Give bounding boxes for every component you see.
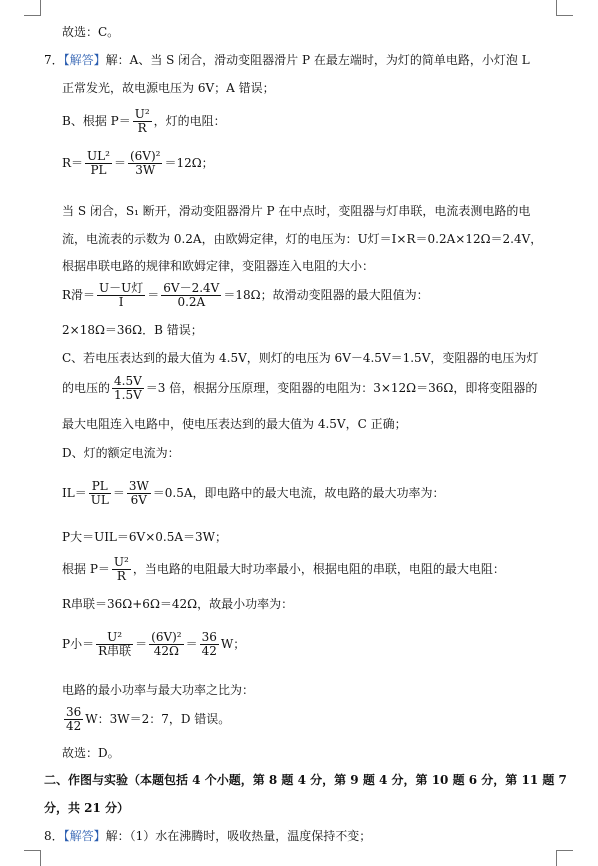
text: B、根据 P＝ (62, 114, 131, 128)
fraction (85, 150, 112, 177)
crop-mark-bottom-left-h (24, 850, 40, 851)
crop-mark-top-left (40, 0, 41, 16)
denominator: 0.2A (177, 295, 206, 309)
text: 解：A、当 S 闭合，滑动变阻器滑片 P 在最左端时，为灯的简单电路，小灯泡 L (105, 53, 530, 67)
denominator: 1.5V (114, 388, 142, 402)
numerator: U² (134, 107, 150, 121)
text-line: 根据串联电路的规律和欧姆定律，变阻器连入电阻的大小： (62, 259, 375, 273)
numerator: 36 (66, 705, 82, 719)
text: ＝18Ω；故滑动变阻器的最大阻值为： (223, 288, 429, 302)
text: R＝ (62, 156, 84, 170)
fraction (133, 108, 152, 135)
denominator: 42 (66, 719, 82, 733)
text-line: R串联＝36Ω+6Ω＝42Ω，故最小功率为： (62, 597, 294, 611)
fraction (64, 706, 83, 733)
numerator: (6V)² (129, 149, 161, 163)
text-line: P大＝UIL＝6V×0.5A＝3W； (62, 530, 227, 544)
fraction (200, 631, 219, 658)
text: R滑＝ (62, 288, 96, 302)
numerator: 4.5V (114, 374, 142, 388)
denominator: UL (90, 493, 109, 507)
text: ＝0.5A，即电路中的最大电流，故电路的最大功率为： (152, 486, 445, 500)
formula-line (62, 478, 558, 508)
crop-mark-bottom-left (40, 850, 41, 866)
numerator: UL² (87, 149, 110, 163)
fraction (112, 556, 131, 583)
denominator: 3W (135, 163, 156, 177)
denominator: I (118, 295, 124, 309)
fraction (127, 480, 151, 507)
text: ，灯的电阻： (153, 114, 226, 128)
text: 的电压的 (62, 381, 111, 395)
text-line: 最大电阻连入电路中，使电压表达到的最大值为 4.5V，C 正确； (62, 417, 407, 431)
fraction (89, 480, 111, 507)
text: ＝ (185, 637, 198, 651)
formula-line (62, 148, 558, 178)
crop-mark-top-left-h (24, 15, 40, 16)
question-number: 7． (44, 53, 64, 67)
text: 根据 P＝ (62, 562, 110, 576)
answer-line: 故选：C。 (62, 25, 120, 39)
text-line: 电路的最小功率与最大功率之比为： (62, 683, 255, 697)
answer-tag: 【解答】 (63, 53, 106, 67)
text-line: 2×18Ω＝36Ω．B 错误； (62, 323, 203, 337)
fraction (149, 631, 183, 658)
numerator: U² (113, 555, 129, 569)
section-heading: 二、作图与实验（本题包括 4 个小题，第 8 题 4 分，第 9 题 4 分，第 10 题 6 分，第 11 题 7 (44, 773, 567, 787)
denominator: 42Ω (153, 644, 179, 658)
denominator: R (137, 121, 147, 135)
text: ＝ (113, 156, 126, 170)
formula-line (62, 554, 558, 584)
section-heading-cont: 分，共 21 分） (44, 801, 130, 815)
fraction (97, 282, 145, 309)
numerator: 6V－2.4V (163, 281, 220, 295)
crop-mark-bottom-right-h (557, 850, 573, 851)
denominator: 42 (201, 644, 217, 658)
text: IL＝ (62, 486, 87, 500)
text: ＝12Ω； (164, 156, 214, 170)
crop-mark-bottom-right (556, 850, 557, 866)
crop-mark-top-right (556, 0, 557, 16)
text: P小＝ (62, 637, 95, 651)
numerator: U－U灯 (99, 281, 144, 295)
text: W； (220, 637, 246, 651)
fraction (128, 150, 162, 177)
question-8-line (44, 828, 558, 844)
text: W：3W＝2：7，D 错误。 (85, 712, 231, 726)
numerator: (6V)² (151, 630, 182, 644)
text-line: 故选：D。 (62, 746, 120, 760)
formula-line (62, 108, 558, 135)
denominator: 6V (130, 493, 147, 507)
numerator: U² (96, 631, 133, 645)
text: ＝ (147, 288, 160, 302)
text-line: 当 S 闭合，S₁ 断开，滑动变阻器滑片 P 在中点时，变阻器与灯串联，电流表测电路的电 (62, 204, 531, 218)
question-number: 8． (44, 829, 64, 843)
formula-line (62, 704, 558, 734)
text-line: 流，电流表的示数为 0.2A，由欧姆定律，灯的电压为：U灯＝I×R＝0.2A×12Ω＝2.4V， (62, 232, 543, 246)
text: ，当电路的电阻最大时功率最小，根据电阻的串联，电阻的最大电阻： (132, 562, 505, 576)
answer-tag: 【解答】 (63, 829, 106, 843)
numerator: PL (89, 480, 111, 494)
denominator: R (116, 569, 126, 583)
text: 解：（1）水在沸腾时，吸收热量，温度保持不变； (105, 829, 372, 843)
text-line: D、灯的额定电流为： (62, 446, 180, 460)
denominator: PL (90, 163, 107, 177)
denominator: R串联 (98, 644, 132, 658)
formula-line (62, 374, 558, 402)
text: ＝ (112, 486, 125, 500)
text: ＝ (135, 637, 148, 651)
fraction (161, 282, 221, 309)
formula-line (62, 628, 558, 660)
text: ＝3 倍，根据分压原理，变阻器的电阻为：3×12Ω＝36Ω，即将变阻器的 (145, 381, 538, 395)
crop-mark-top-right-h (557, 15, 573, 16)
question-7-line (44, 52, 558, 68)
numerator: 3W (128, 479, 149, 493)
fraction (112, 375, 144, 402)
formula-line (62, 280, 558, 310)
numerator: 36 (201, 630, 217, 644)
text-line: 正常发光，故电源电压为 6V；A 错误； (62, 81, 275, 95)
text-line: C、若电压表达到的最大值为 4.5V，则灯的电压为 6V－4.5V＝1.5V，变阻器的电压为灯 (62, 351, 539, 365)
fraction (96, 631, 133, 658)
